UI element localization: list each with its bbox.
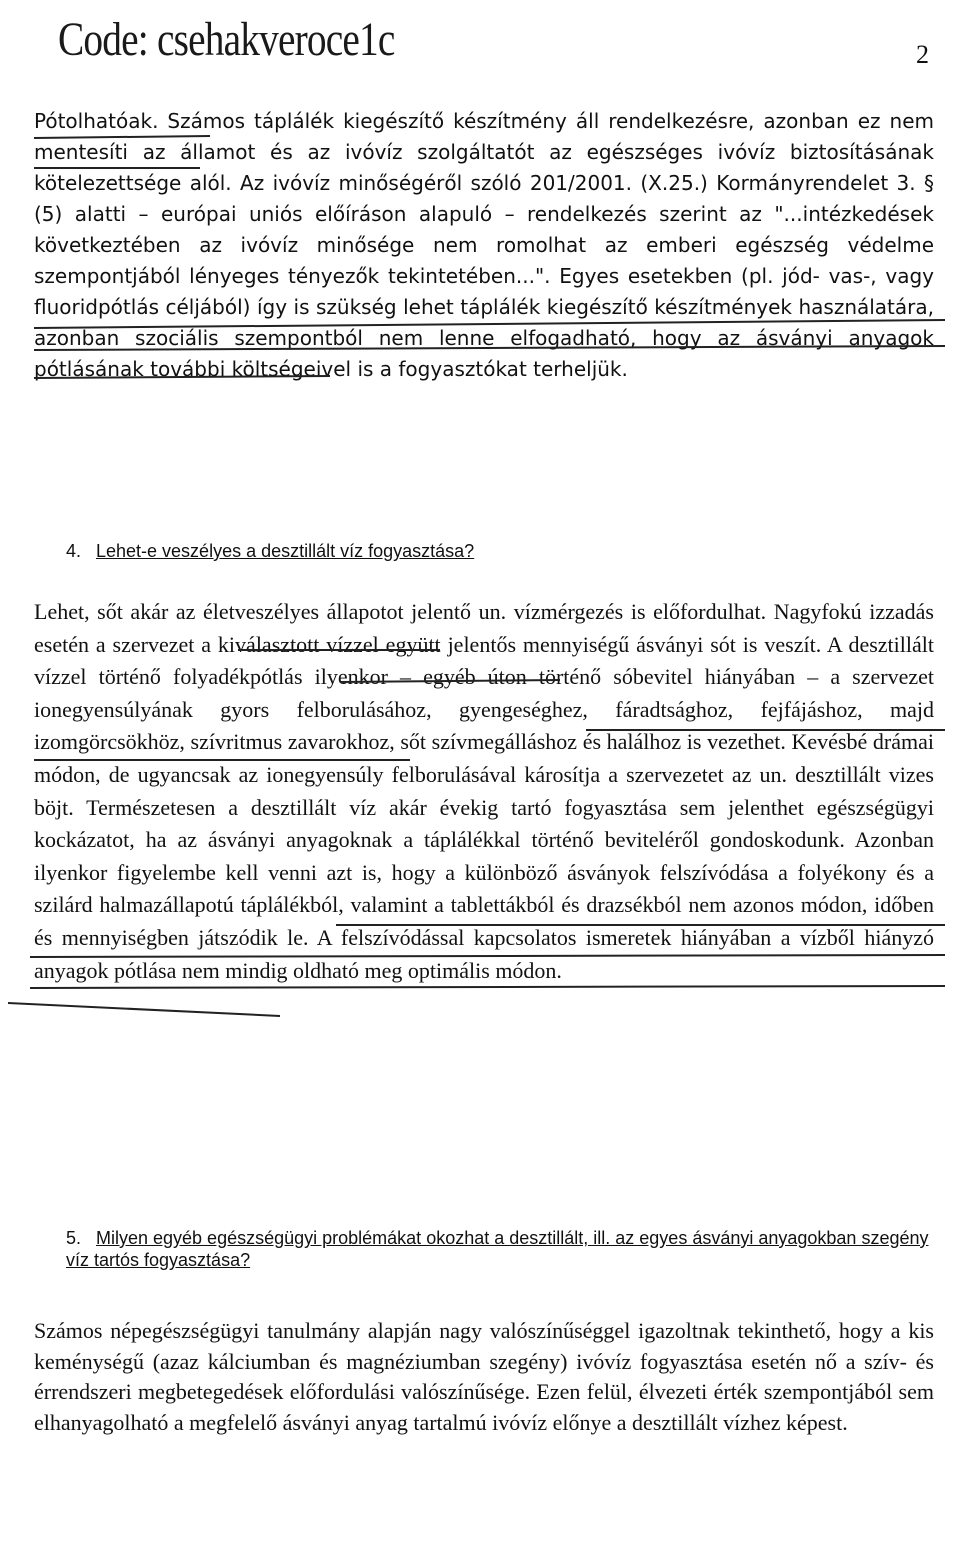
underline-mark xyxy=(34,320,945,328)
paragraph-public-health-studies: Számos népegészségügyi tanulmány alapján nagy valószínűséggel igazoltnak tekinthető, hogy a kis keménységű (azaz kálciumban és magnéziumban szegény) ivóvíz fogyasztása esetén nő a szív- és érrendszeri megbetegedések előfordulási valószínűsége. Ezen felül, élvezeti érték szempontjából sem elhanyagolható a megfelelő ásványi anyag tartalmú ivóvíz előnye a desztillált vízhez képest. xyxy=(34,1318,934,1435)
underline-mark xyxy=(30,986,945,988)
underline-mark xyxy=(30,955,945,957)
question-number: 5. xyxy=(66,1228,82,1248)
paragraph-distilled-water-risk: Lehet, sőt akár az életveszélyes állapotot jelentő un. vízmérgezés is előfordulhat. Nagyfokú izzadás esetén a szervezet a kiválasztott vízzel együtt jelentős mennyiségű ásványi sót is veszít. A desztillált vízzel történő folyadékpótlás ilyenkor – egyéb úton történő sóbevitel hiányában – a szervezet ionegyensúlyának gyors felborulásához, gyengeséghez, fáradtsághoz, fejfájáshoz, majd izomgörcsökhöz, szívritmus zavarokhoz, sőt szívmegálláshoz és halálhoz is vezethet. Kevésbé drámai módon, de ugyancsak az ionegyensúly felborulásával károsítja a szervezetet az un. desztillált vizes böjt. Természetesen a desztillált víz akár évekig tartó fogyasztása sem jelenthet egészségügyi kockázatot, ha az ásványi anyagoknak a táplálékkal történő beviteléről gondoskodunk. Azonban ilyenkor figyelembe kell venni azt is, hogy a különböző ásványok felszívódása a folyékony és a szilárd halmazállapotú táplálékból, valamint a tablettákból és drazsékból nem azonos módon, időben és mennyiségben játszódik le. A felszívódással kapcsolatos ismeretek hiányában a vízből hiányzó anyagok pótlása nem mindig oldható meg optimális módon. xyxy=(34,599,934,983)
question-text: Milyen egyéb egészségügyi problémákat okozhat a desztillált, ill. az egyes ásványi anyagokban szegény víz tartós fogyasztása? xyxy=(66,1228,929,1270)
underline-mark xyxy=(8,1003,280,1016)
question-text: Lehet-e veszélyes a desztillált víz fogyasztása? xyxy=(96,541,475,561)
paragraph-supplements: Pótolhatóak. Számos táplálék kiegészítő készítmény áll rendelkezésre, azonban ez nem mentesíti az államot és az ivóvíz szolgáltatót az egészséges ivóvíz biztosításának kötelezettsége alól. Az ivóvíz minőségéről szóló 201/2001. (X.25.) Kormányrendelet 3. § (5) alatti – európai uniós előíráson alapuló – rendelkezés szerint az "...intézkedések következtében az ivóvíz minősége nem romolhat az emberi egészség védelme szempontjából lényeges tényezők tekintetében...". Egyes esetekben (pl. jód- vas-, vagy fluoridpótlás céljából) így is szükség lehet táplálék kiegészítő készítmények használatára, azonban szociális szempontból nem lenne elfogadható, hogy az ásványi anyagok pótlásának további költségeivel is a fogyasztókat terheljük. xyxy=(34,109,934,381)
page-number: 2 xyxy=(916,40,929,69)
underline-mark xyxy=(34,376,330,378)
document-code-label: Code: csehakveroce1c xyxy=(58,13,395,66)
question-number: 4. xyxy=(66,541,82,561)
underline-mark xyxy=(340,680,560,682)
underline-mark xyxy=(34,346,945,350)
underline-mark xyxy=(34,136,210,138)
